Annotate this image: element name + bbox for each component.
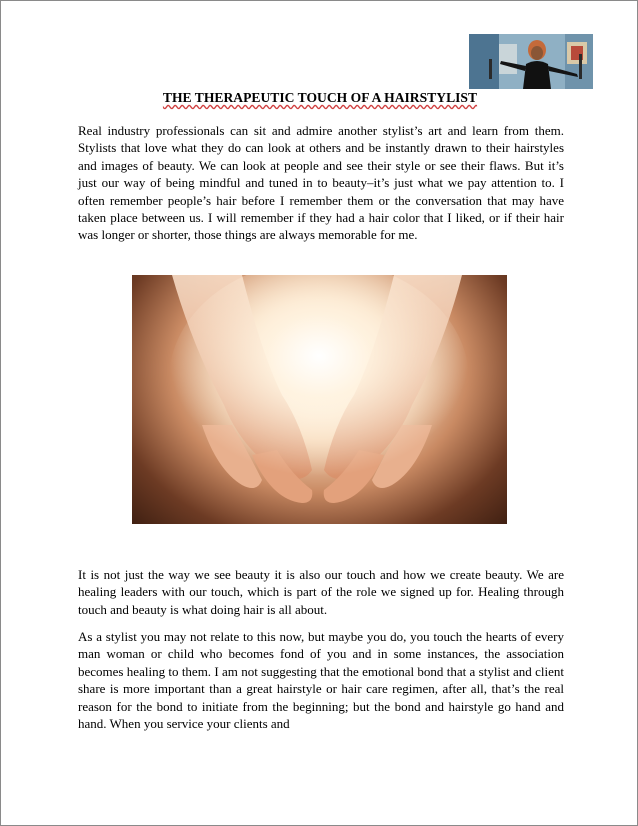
paragraph-intro: Real industry professionals can sit and admire another stylist’s art and learn from them. Stylists that love what they do can look at others and be instantly drawn to their hairstyles and images of beauty. We can look at people and see their style or see their flaws. But it’s just our way of being mindful and tuned in to beauty–it’s just what we pay attention to. I often remember people’s hair before I remember them or the conversation that may have taken place between us. I will remember if they had a hair color that I liked, or if their hair was longer or shorter, those things are always memorable for me. bbox=[78, 123, 564, 243]
author-photo-graphic bbox=[469, 34, 593, 89]
author-photo bbox=[469, 34, 593, 89]
paragraph-touch: It is not just the way we see beauty it is also our touch and how we create beauty. We are healing leaders with our touch, which is part of the role we signed up for. Healing through touch and beauty is what doing hair is all about. bbox=[78, 567, 564, 617]
glowing-hands-graphic bbox=[132, 275, 507, 524]
glowing-hands-image bbox=[132, 275, 507, 524]
paragraph-stylist: As a stylist you may not relate to this now, but maybe you do, you touch the hearts of every man woman or child who becomes fond of you and in some instances, the association becomes healing to them. I am not suggesting that the emotional bond that a stylist and client share is more important than a great hairstyle or hair care regimen, after all, that’s the real reason for the bond to initiate from the beginning; but the bond and hairstyle go hand and hand. When you service your clients and bbox=[78, 629, 564, 732]
document-title: THE THERAPEUTIC TOUCH OF A HAIRSTYLIST bbox=[162, 90, 478, 105]
